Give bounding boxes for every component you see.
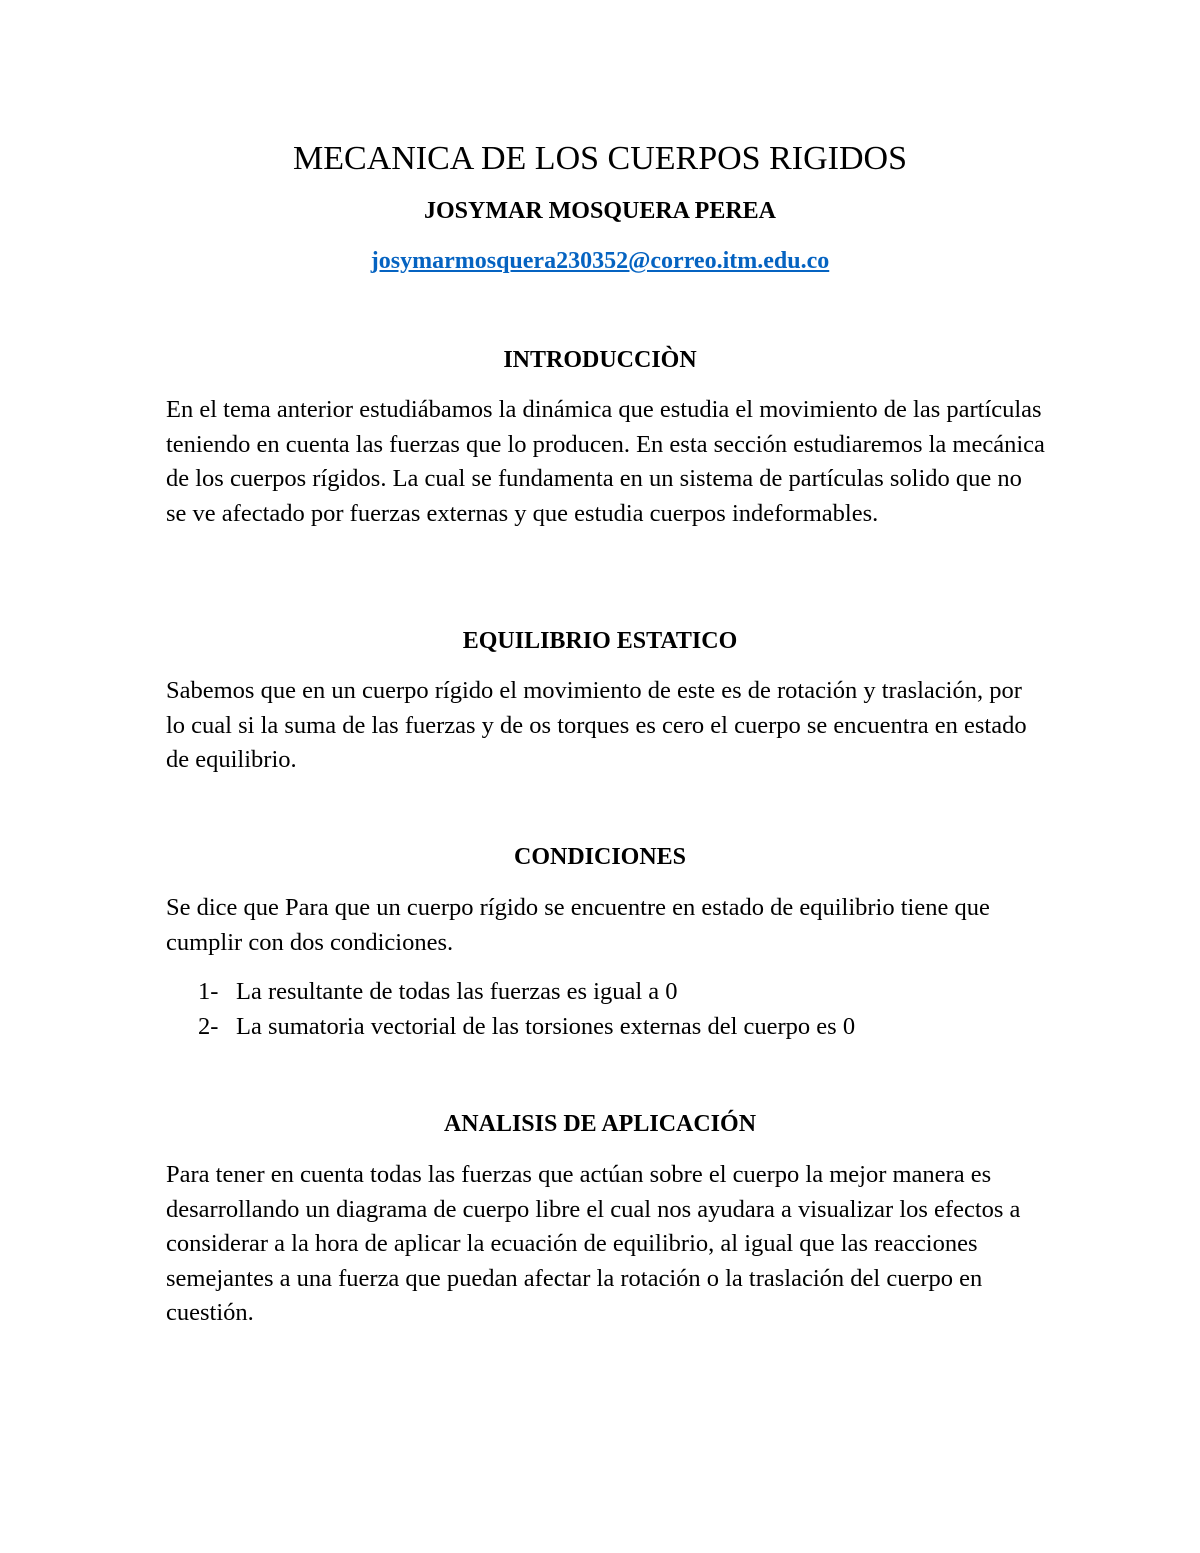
list-item-text: La resultante de todas las fuerzas es igual a 0	[236, 978, 678, 1005]
paragraph-analisis-de-aplicacion: Para tener en cuenta todas las fuerzas que actúan sobre el cuerpo la mejor manera es desarrollando un diagrama de cuerpo libre el cual nos ayudara a visualizar los efectos a considerar a la hora de aplicar la ecuación de equilibrio, al igual que las reacciones semejantes a una fuerza que puedan afectar la rotación o la traslación del cuerpo en cuestión.	[166, 1161, 1021, 1326]
author-name: JOSYMAR MOSQUERA PEREA	[423, 198, 777, 224]
list-item-text: La sumatoria vectorial de las torsiones externas del cuerpo es 0	[236, 1012, 856, 1040]
email-link[interactable]: josymarmosquera230352@correo.itm.edu.co	[370, 248, 830, 274]
paragraph-condiciones: Se dice que Para que un cuerpo rígido se encuentre en estado de equilibrio tiene que cumplir con dos condiciones.	[166, 894, 990, 956]
paragraph-equilibrio-estatico: Sabemos que en un cuerpo rígido el movimiento de este es de rotación y traslación, por lo cual si la suma de las fuerzas y de os torques es cero el cuerpo se encuentra en estado de equilibrio.	[166, 677, 1027, 773]
heading-equilibrio-estatico: EQUILIBRIO ESTATICO	[462, 628, 738, 654]
list-item	[198, 975, 1048, 1010]
heading-condiciones: CONDICIONES	[513, 844, 687, 870]
heading-analisis-de-aplicacion: ANALISIS DE APLICACIÓN	[443, 1111, 757, 1137]
document-title: MECANICA DE LOS CUERPOS RIGIDOS	[293, 140, 907, 177]
paragraph-introduccion: En el tema anterior estudiábamos la dinámica que estudia el movimiento de las partículas teniendo en cuenta las fuerzas que lo producen. En esta sección estudiaremos la mecánica de los cuerpos rígidos. La cual se fundamenta en un sistema de partículas solido que no se ve afectado por fuerzas externas y que estudia cuerpos indeformables.	[166, 396, 1045, 527]
conditions-list	[198, 975, 1048, 1044]
heading-introduccion: INTRODUCCIÒN	[503, 347, 697, 373]
list-item-number: 2-	[198, 1012, 219, 1040]
author-email	[0, 246, 1200, 276]
list-item	[198, 1010, 1048, 1045]
list-item-number: 1-	[198, 978, 219, 1005]
